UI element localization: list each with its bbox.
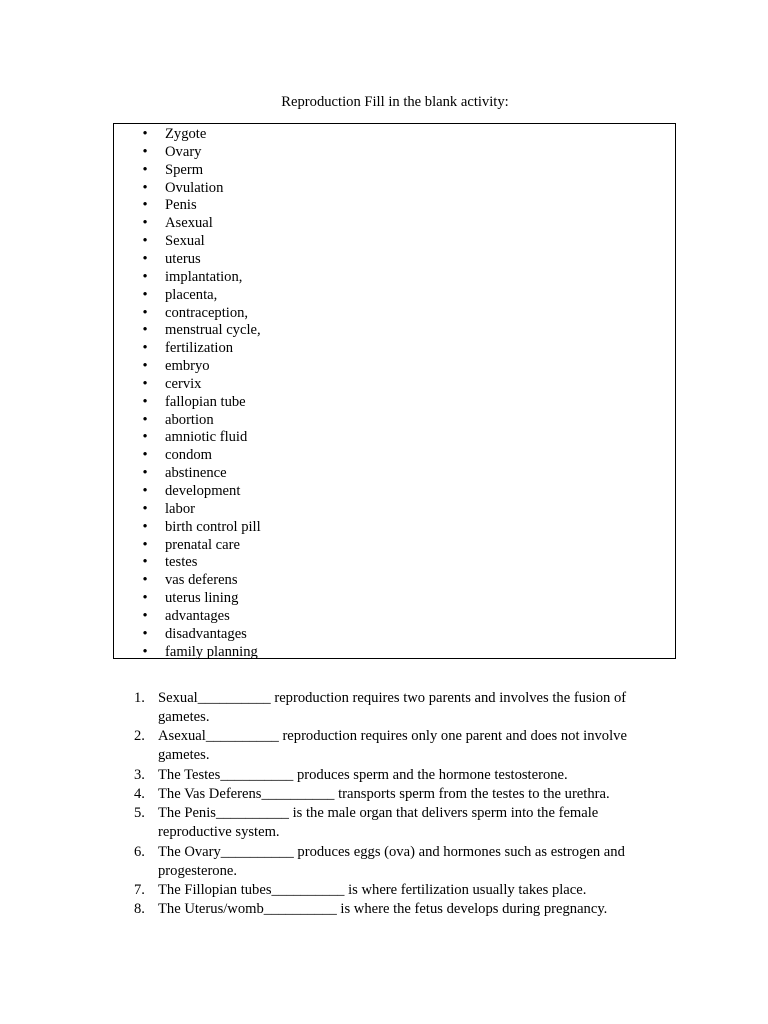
word-bank-term: uterus [165,250,201,267]
question-line: reproductive system. [158,824,280,841]
word-bank-term: vas deferens [165,572,238,589]
question-number: 7. [134,882,145,898]
bullet-icon: • [142,340,148,357]
bullet-icon: • [142,161,148,178]
page-title: Reproduction Fill in the blank activity: [281,94,509,110]
bullet-icon: • [142,554,148,571]
bullet-icon: • [142,500,148,517]
bullet-icon: • [142,126,148,142]
word-bank-term: implantation, [165,268,243,285]
bullet-icon: • [142,233,148,250]
question-text [158,881,658,900]
word-bank-term: cervix [165,375,202,392]
bullet-icon: • [142,483,148,499]
question-line: gametes. [158,709,210,725]
word-bank-term: disadvantages [165,625,247,642]
word-bank-term: menstrual cycle, [165,322,261,339]
question-text [158,785,658,804]
question-number: 6. [134,843,145,860]
word-bank-term: advantages [165,607,230,624]
word-bank-term: testes [165,554,198,571]
bullet-icon: • [142,643,148,660]
bullet-icon: • [142,286,148,303]
word-bank-term: fertilization [165,340,234,357]
bullet-icon: • [142,143,148,160]
question-number: 8. [134,901,145,918]
question-number: 3. [134,766,145,783]
word-bank-term: Zygote [165,126,207,142]
question-text [158,727,658,765]
question-line: The Vas Deferens__________ transports sperm from the testes to the urethra. [158,786,610,802]
bullet-icon: • [142,197,148,214]
bullet-icon: • [142,607,148,624]
bullet-icon: • [142,358,148,375]
question-number: 2. [134,728,145,745]
question-line: The Uterus/womb__________ is where the fetus develops during pregnancy. [158,901,608,918]
word-bank-term: family planning [165,643,258,660]
bullet-icon: • [142,536,148,553]
word-bank-term: Ovary [165,143,202,160]
bullet-icon: • [142,465,148,482]
bullet-icon: • [142,518,148,535]
word-bank-term: Sexual [165,233,205,250]
word-bank-term: amniotic fluid [165,429,248,446]
word-bank-term: embryo [165,358,210,375]
question-text [158,689,658,727]
question-text [158,900,658,919]
word-bank-term: labor [165,500,195,517]
word-bank-term: contraception, [165,304,249,321]
word-bank-term: abortion [165,411,214,428]
word-bank-term: Penis [165,197,197,214]
bullet-icon: • [142,393,148,410]
word-bank-term: uterus lining [165,590,239,607]
question-text [158,766,658,785]
bullet-icon: • [142,625,148,642]
question-number: 4. [134,786,145,802]
bullet-icon: • [142,572,148,589]
question-line: Sexual__________ reproduction requires two parents and involves the fusion of [158,690,627,706]
bullet-icon: • [142,411,148,428]
question-number: 5. [134,805,145,822]
word-bank-term: abstinence [165,465,227,482]
word-bank-term: prenatal care [165,536,240,553]
word-bank-term: Ovulation [165,179,224,196]
word-bank-term: Asexual [165,215,213,232]
question-line: gametes. [158,747,210,764]
bullet-icon: • [142,250,148,267]
question-line: The Ovary__________ produces eggs (ova) and hormones such as estrogen and [158,843,625,860]
word-bank-term: Sperm [165,161,204,178]
bullet-icon: • [142,429,148,446]
question-line: progesterone. [158,862,238,879]
bullet-icon: • [142,590,148,607]
bullet-icon: • [142,375,148,392]
bullet-icon: • [142,268,148,285]
question-line: The Penis__________ is the male organ that delivers sperm into the female [158,805,599,822]
word-bank-box [113,123,676,659]
word-bank-term: birth control pill [165,518,261,535]
bullet-icon: • [142,322,148,339]
question-line: The Fillopian tubes__________ is where fertilization usually takes place. [158,882,587,898]
bullet-icon: • [142,304,148,321]
bullet-icon: • [142,179,148,196]
word-bank-term: fallopian tube [165,393,246,410]
word-bank-term: condom [165,447,213,464]
bullet-icon: • [142,447,148,464]
word-bank-term: placenta, [165,286,218,303]
word-bank-term: development [165,483,241,499]
question-line: Asexual__________ reproduction requires only one parent and does not involve [158,728,627,745]
question-text [158,804,658,842]
question-number: 1. [134,690,145,706]
question-line: The Testes__________ produces sperm and the hormone testosterone. [158,766,568,783]
bullet-icon: • [142,215,148,232]
question-text [158,843,658,881]
